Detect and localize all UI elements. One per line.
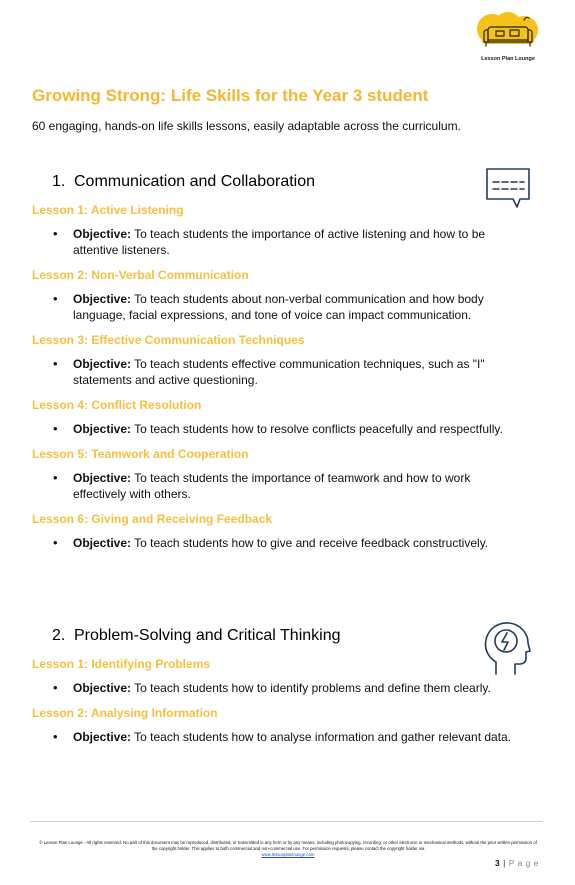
- objective-label: Objective:: [73, 471, 132, 485]
- lesson-objective: [73, 421, 523, 437]
- section-heading: [52, 627, 552, 645]
- lesson-objective: [73, 226, 523, 258]
- copyright-text: © Lesson Plan Lounge - All rights reserved. No part of this document may be reproduced, distributed, or transmitted in any form or by any means, including photocopying, recording, or other electronic or mechanical methods, without the prior written permission of the copyright holder. This applies to both commercial and non-commercial use. For permission requests, please contact the copyright holder via: [39, 840, 537, 851]
- chat-bubble-icon: [484, 166, 532, 210]
- lesson-objective: [73, 680, 523, 696]
- section-title: Communication and Collaboration: [74, 173, 316, 190]
- section-title: Problem-Solving and Critical Thinking: [74, 627, 341, 644]
- brand-logo: [474, 12, 542, 62]
- objective-label: Objective:: [73, 292, 132, 306]
- logo-caption: Lesson Plan Lounge: [481, 56, 535, 62]
- section-communication: [32, 173, 552, 551]
- footer-divider: [30, 821, 543, 822]
- sofa-icon: [474, 12, 542, 50]
- page-number-value: 3: [495, 858, 501, 868]
- lesson-objective: [73, 356, 523, 388]
- lesson-objective: [73, 729, 523, 745]
- objective-label: Objective:: [73, 681, 132, 695]
- lesson-title: Lesson 1: Identifying Problems: [32, 657, 211, 671]
- lesson-title: Lesson 6: Giving and Receiving Feedback: [32, 512, 273, 526]
- section-number: 1.: [52, 173, 66, 190]
- section-number: 2.: [52, 627, 66, 644]
- objective-text: To teach students the importance of teamwork and how to work effectively with others.: [73, 471, 471, 501]
- lesson-objective: [73, 470, 523, 502]
- lesson-objective: [73, 291, 523, 323]
- page-label: P a g e: [508, 858, 539, 868]
- objective-label: Objective:: [73, 227, 132, 241]
- section-heading: [52, 173, 552, 191]
- objective-text: To teach students how to identify problems and define them clearly.: [134, 681, 491, 695]
- lesson-objective: [73, 535, 523, 551]
- lesson-title: Lesson 2: Analysing Information: [32, 706, 218, 720]
- objective-label: Objective:: [73, 357, 132, 371]
- website-link[interactable]: www.lessonplanlounge.com: [261, 852, 315, 857]
- lesson-title: Lesson 4: Conflict Resolution: [32, 398, 202, 412]
- objective-text: To teach students the importance of active listening and how to be attentive listeners.: [73, 227, 486, 257]
- lesson-title: Lesson 5: Teamwork and Cooperation: [32, 447, 249, 461]
- document-subtitle: 60 engaging, hands-on life skills lessons, easily adaptable across the curriculum.: [32, 119, 461, 133]
- lesson-title: Lesson 2: Non-Verbal Communication: [32, 268, 249, 282]
- page-separator: |: [503, 858, 506, 868]
- objective-text: To teach students how to resolve conflicts peacefully and respectfully.: [134, 422, 503, 436]
- objective-text: To teach students how to analyse information and gather relevant data.: [134, 730, 512, 744]
- lesson-title: Lesson 1: Active Listening: [32, 203, 184, 217]
- document-title: Growing Strong: Life Skills for the Year 3 student: [32, 86, 429, 105]
- footer-copyright: [38, 840, 538, 858]
- objective-text: To teach students how to give and receive feedback constructively.: [134, 536, 489, 550]
- section-problem-solving: [32, 627, 552, 745]
- objective-label: Objective:: [73, 422, 132, 436]
- objective-label: Objective:: [73, 536, 132, 550]
- page-number: [495, 858, 539, 868]
- lesson-title: Lesson 3: Effective Communication Techniques: [32, 333, 305, 347]
- objective-label: Objective:: [73, 730, 132, 744]
- objective-text: To teach students about non-verbal communication and how body language, facial expressions, and tone of voice can impact communication.: [73, 292, 484, 322]
- head-lightbulb-icon: [482, 619, 532, 677]
- objective-text: To teach students effective communication techniques, such as "I" statements and active questioning.: [73, 357, 485, 387]
